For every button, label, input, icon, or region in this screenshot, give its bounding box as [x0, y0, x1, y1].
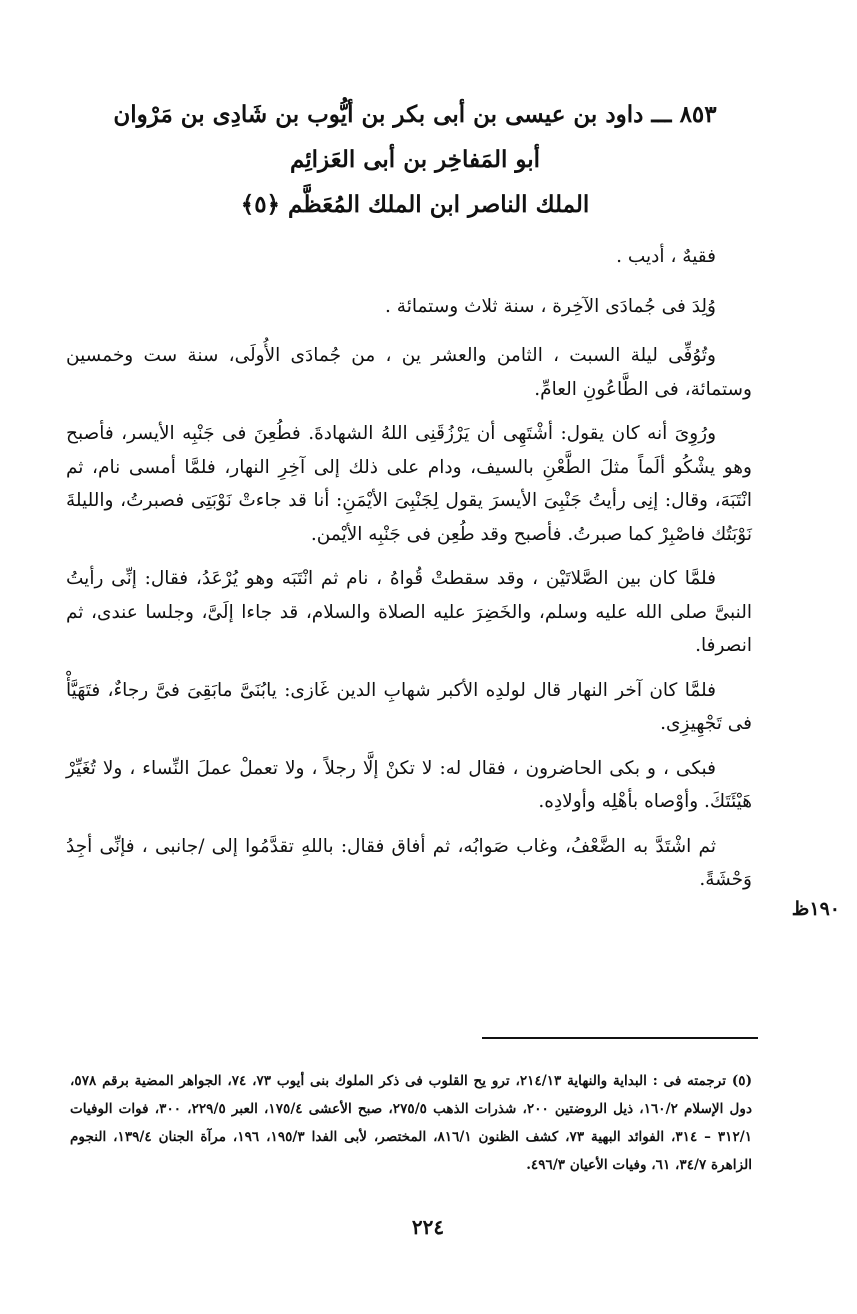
footnote-marker: (٥) — [731, 1073, 753, 1089]
heading-line-title: الملك الناصر ابن الملك المُعَظَّم ﴿٥﴾ — [240, 191, 590, 218]
footnote — [70, 1067, 752, 1179]
manuscript-folio-note: ١٩٠ظ — [791, 898, 840, 920]
entry-heading — [110, 92, 720, 227]
footnote-text: ترجمته فى : البداية والنهاية ٢١٤/١٣، ترو يح القلوب فى ذكر الملوك بنى أيوب ٧٣، ٧٤، الجواهر المضية برقم ٥٧٨، دول الإسلام ١٦٠/٢، ذيل الروضتين ٢٠٠، شذرات الذهب ٢٧٥/٥، صبح الأعشى ١٧٥/٤، العبر ٢٢٩/٥، ٣٠٠، فوات الوفيات ٣١٢/١ – ٣١٤، الفوائد البهية ٧٣، كشف الظنون ٨١٦/١، المختصر، لأبى الفدا ١٩٥/٣، ١٩٦، مرآة الجنان ١٣٩/٤، النجوم الزاهرة ٣٤/٧، ٦١، وفيات الأعيان ٤٩٦/٣. — [70, 1073, 753, 1173]
paragraph-narration-1: ورُوِىَ أنه كان يقول: أشْتَهِى أن يَرْزُقَنِى اللهُ الشهادةَ. فطُعِنَ فى جَنْبِه الأيسر، فأصبح وهو يشْكُو ألَماً مثلَ الطَّعْنِ بالسيف، ودام على ذلك إلى آخِرِ النهار، فلمَّا أمسى نام، ثم انْتَبَهَ، وقال: إنِى رأيتُ جَنْبِىَ الأيسرَ يقول لِجَنْبِىَ الأيْمَنِ: أنا قد جاءتْ نَوْبَتِى فصبرتُ، والليلةَ نَوْبَتُك فاصْبِرْ كما صبرتُ. فأصبح وقد طُعِن فى جَنْبِه الأيْمن. — [66, 423, 752, 545]
paragraph-birth: وُلِدَ فى جُمادَى الآخِرة ، سنة ثلاث وستمائة . — [385, 295, 716, 317]
paragraph-narration-5: ثم اشْتَدَّ به الضَّعْفُ، وغاب صَوابُه، ثم أفاق فقال: باللهِ تقدَّمُوا إلى /جانبى ، فإنِّى أجِدُ وَحْشَةً. — [66, 835, 752, 890]
footnote-divider — [482, 1037, 758, 1039]
entry-body — [66, 240, 752, 908]
paragraph-narration-4: فبكى ، و بكى الحاضرون ، فقال له: لا تكنْ إلَّا رجلاً ، ولا تعملْ عملَ النِّساء ، ولا تُغَيِّرْ هَيْئَتَكَ. وأوْصاه بأهْلِه وأولادِه. — [66, 757, 752, 812]
heading-line-name: ٨٥٣ ـــ داود بن عيسى بن أبى بكر بن أيُّوب بن شَادِى بن مَرْوان — [113, 101, 717, 128]
paragraph-death: وتُوُفِّى ليلة السبت ، الثامن والعشر ين ، من جُمادَى الأُولَى، سنة ست وخمسين وستمائة، فى الطَّاعُونِ العامِّ. — [66, 345, 752, 400]
paragraph-narration-2: فلمَّا كان بين الصَّلاتَيْن ، وقد سقطتْ قُواهُ ، نام ثم انْتَبَه وهو يُرْعَدُ، فقال: إنِّى رأيتُ النبىَّ صلى الله عليه وسلم، والخَضِرَ عليه الصلاة والسلام، قد جاءا إلَىَّ، وجلسا عندى، ثم انصرفا. — [66, 568, 752, 656]
paragraph-description: فقيهٌ ، أديب . — [616, 246, 716, 267]
page-number: ٢٢٤ — [411, 1215, 445, 1239]
heading-line-kunya: أبو المَفاخِر بن أبى العَزائِم — [289, 146, 541, 173]
paragraph-narration-3: فلمَّا كان آخر النهار قال لولدِه الأكبر شهابِ الدين غَازى: يابُنَىَّ مابَقِىَ فىَّ رجاءٌ، فتَهَيَّأْ فى تَجْهِيزِى. — [66, 679, 752, 734]
